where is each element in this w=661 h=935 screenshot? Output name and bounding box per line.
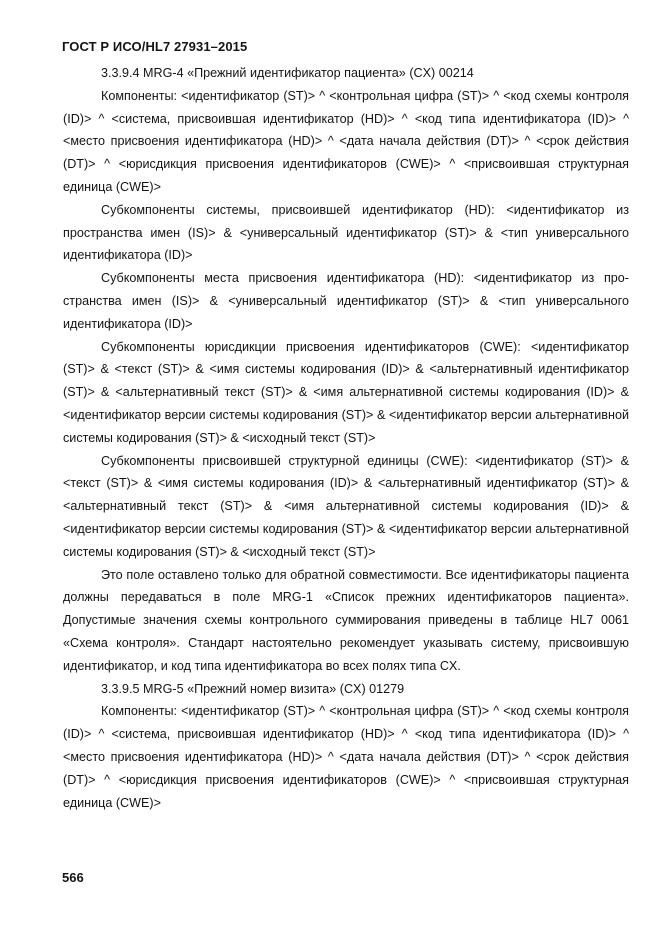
paragraph-place-subcomponents: Субкомпоненты места присвоения идентификатора (HD): <идентификатор из пространства имен (IS)> & <универсальный идентификатор (ST)> & <тип универсального идентификатора (ID)> bbox=[63, 271, 629, 331]
page-number: 566 bbox=[62, 870, 84, 885]
section-heading-mrg-4: 3.3.9.4 MRG-4 «Прежний идентификатор пациента» (CX) 00214 bbox=[101, 66, 474, 80]
paragraph-compatibility-note: Это поле оставлено только для обратной совместимости. Все идентификаторы пациента должны передаваться в поле MRG-1 «Список прежних идентификаторов пациента». Допустимые значения схемы контрольного суммирования приведены в таблице HL7 0061 «Схема контроля». Стандарт настоятельно рекомендует указывать систему, присвоившую идентификатор, и код типа идентификатора во всех полях типа CX. bbox=[63, 567, 629, 673]
paragraph-jurisdiction-subcomponents: Субкомпоненты юрисдикции присвоения идентификаторов (CWE): <идентификатор (ST)> & <текст (ST)> & <имя системы кодирования (ID)> & <альтернативный идентификатор (ST)> & <альтернативный текст (ST)> & <имя альтернативной системы кодирования (ID)> & <идентификатор версии системы кодирования (ST)> & <идентификатор версии альтернативной системы кодирования (ST)> & <исходный текст (ST)> bbox=[63, 339, 629, 445]
section-heading-mrg-5: 3.3.9.5 MRG-5 «Прежний номер визита» (CX) 01279 bbox=[101, 681, 405, 696]
paragraph-hd-subcomponents: Субкомпоненты системы, присвоившей идентификатор (HD): <идентификатор из пространства имен (IS)> & <универсальный идентификатор (ST)> & <тип универсального идентификатора (ID)> bbox=[63, 202, 629, 263]
paragraph-mrg-4-components: Компоненты: <идентификатор (ST)> ^ <контрольная цифра (ST)> ^ <код схемы контроля (ID)> ^ <система, присвоившая идентификатор (HD)> ^ <код типа идентификатора (ID)> ^ <место присвоения идентификатора (HD)> ^ <дата начала действия (DT)> ^ <срок действия (DT)> ^ <юрисдикция присвоения идентификаторов (CWE)> ^ <присвоившая структурная единица (CWE)> bbox=[63, 88, 629, 194]
document-body bbox=[63, 62, 629, 814]
document-header: ГОСТ Р ИСО/HL7 27931–2015 bbox=[62, 39, 248, 54]
paragraph-mrg-5-components: Компоненты: <идентификатор (ST)> ^ <контрольная цифра (ST)> ^ <код схемы контроля (ID)> ^ <система, присвоившая идентификатор (HD)> ^ <код типа идентификатора (ID)> ^ <место присвоения идентификатора (HD)> ^ <дата начала действия (DT)> ^ <срок действия (DT)> ^ <юрисдикция присвоения идентификаторов (CWE)> ^ <присвоившая структурная единица (CWE)> bbox=[63, 704, 629, 810]
paragraph-unit-subcomponents: Субкомпоненты присвоившей структурной единицы (CWE): <идентификатор (ST)> & <текст (ST)> & <имя системы кодирования (ID)> & <альтернативный идентификатор (ST)> & <альтернативный текст (ST)> & <имя альтернативной системы кодирования (ID)> & <идентификатор версии системы кодирования (ST)> & <идентификатор версии альтернативной системы кодирования (ST)> & <исходный текст (ST)> bbox=[63, 453, 629, 559]
